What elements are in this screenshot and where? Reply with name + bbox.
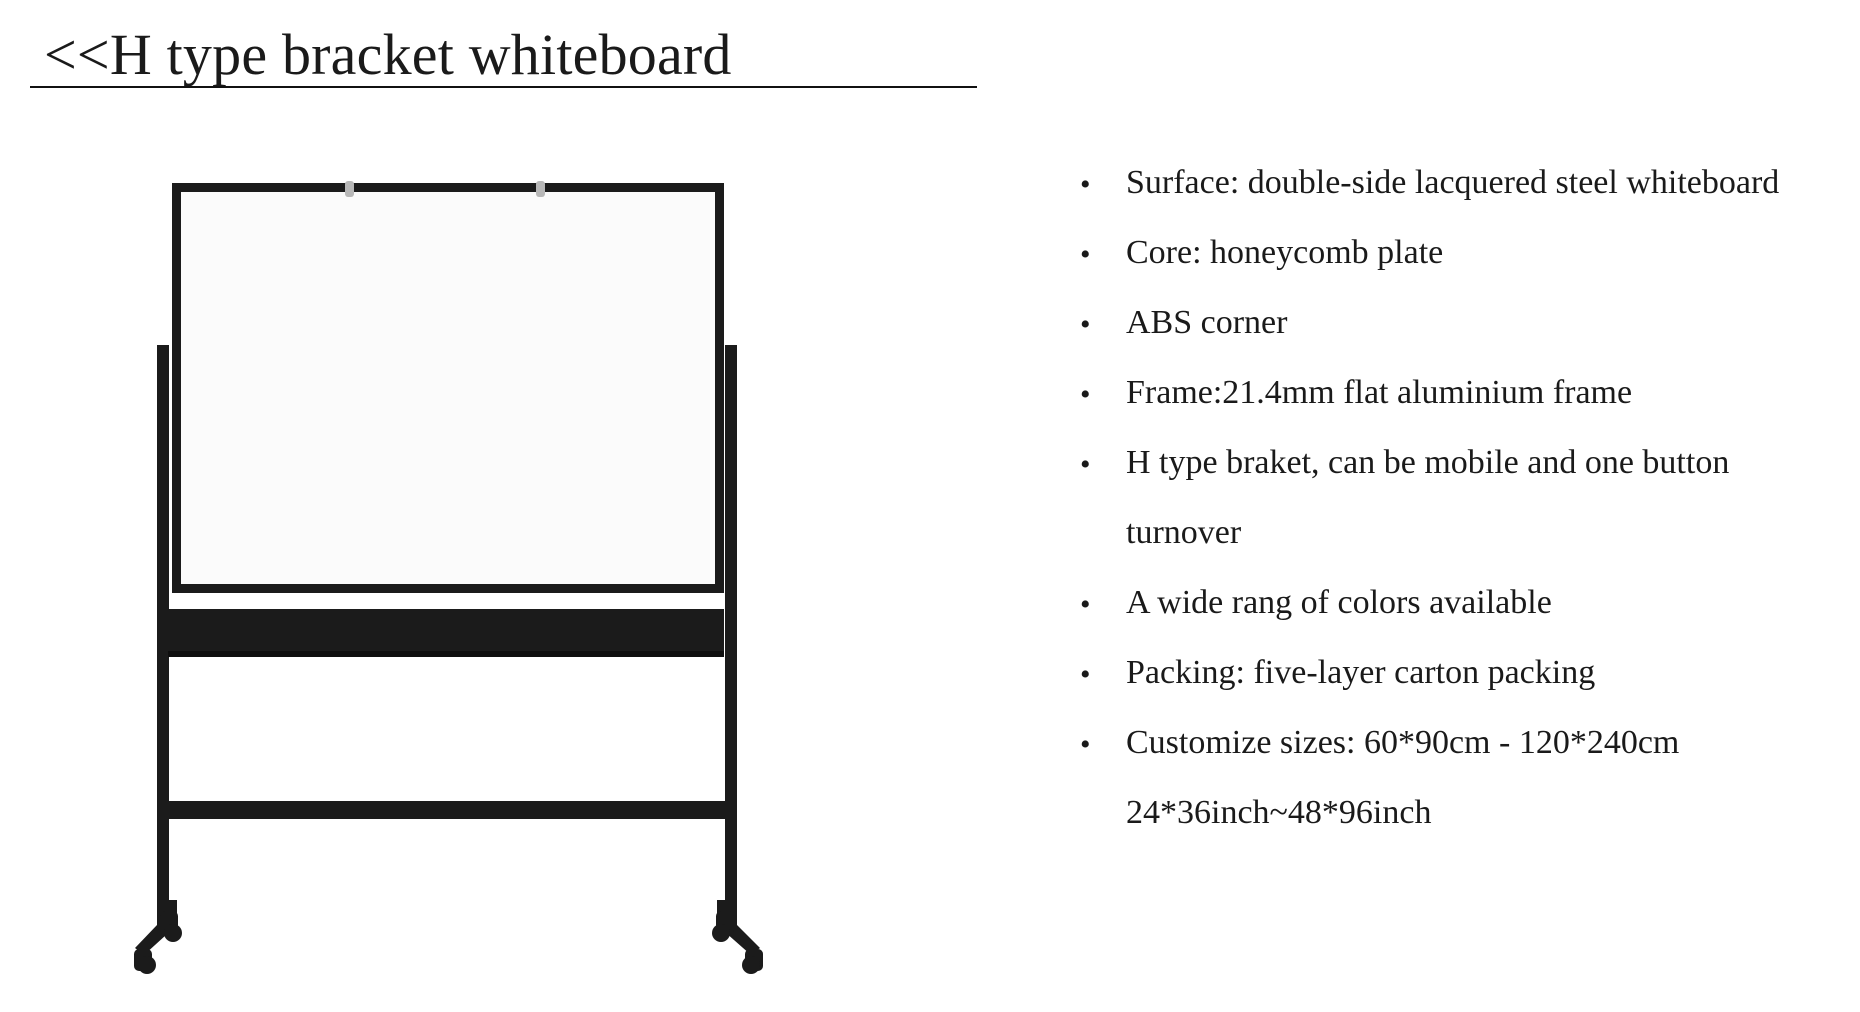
bullet-icon: • <box>1080 658 1091 691</box>
feature-text: Frame:21.4mm flat aluminium frame <box>1126 374 1633 411</box>
feature-item-surface <box>1080 148 1840 218</box>
left-post <box>157 345 169 905</box>
feature-item-colors <box>1080 568 1840 638</box>
feature-item-bracket <box>1080 428 1840 568</box>
feature-item-corner <box>1080 288 1840 358</box>
feature-text: ABS corner <box>1126 304 1288 341</box>
feature-item-frame <box>1080 358 1840 428</box>
feature-text: Surface: double-side lacquered steel whiteboard <box>1126 164 1780 201</box>
bullet-icon: • <box>1080 168 1091 201</box>
title-underline <box>30 86 977 88</box>
board-surface <box>181 192 715 584</box>
clip-right <box>536 181 545 197</box>
bullet-icon: • <box>1080 448 1091 481</box>
feature-item-packing <box>1080 638 1840 708</box>
feature-text: H type braket, can be mobile and one button <box>1126 444 1730 481</box>
feature-text: Customize sizes: 60*90cm - 120*240cm <box>1126 724 1680 761</box>
bullet-icon: • <box>1080 308 1091 341</box>
feature-item-core <box>1080 218 1840 288</box>
page-title: <<H type bracket whiteboard <box>44 22 732 87</box>
bullet-icon: • <box>1080 238 1091 271</box>
feature-text: Packing: five-layer carton packing <box>1126 654 1596 691</box>
feature-text-continued: turnover <box>1126 514 1242 551</box>
lower-crossbar <box>168 801 730 819</box>
whiteboard-illustration <box>120 165 780 995</box>
clip-left <box>345 181 354 197</box>
feature-text: Core: honeycomb plate <box>1126 234 1444 271</box>
feature-text: A wide rang of colors available <box>1126 584 1552 621</box>
feature-list <box>1080 148 1840 848</box>
bullet-icon: • <box>1080 728 1091 761</box>
marker-tray <box>168 609 724 651</box>
right-post <box>725 345 737 905</box>
bullet-icon: • <box>1080 378 1091 411</box>
feature-item-sizes <box>1080 708 1840 848</box>
whiteboard-image <box>120 165 780 995</box>
bullet-icon: • <box>1080 588 1091 621</box>
feature-text-continued: 24*36inch~48*96inch <box>1126 794 1432 831</box>
